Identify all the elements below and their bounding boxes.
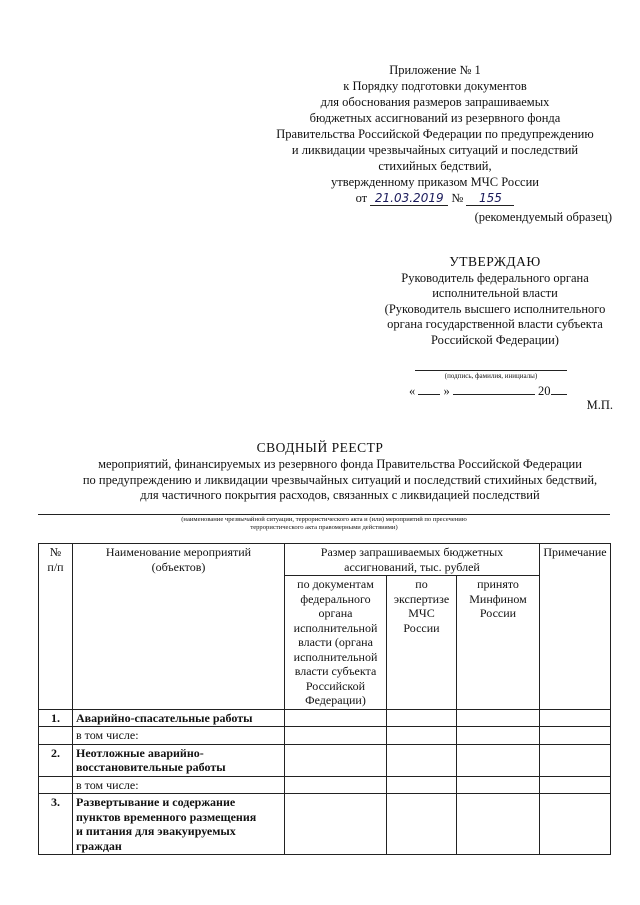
approval-date xyxy=(409,383,567,399)
header-by-mchs-line: экспертизе xyxy=(393,591,450,606)
row-name-line: Аварийно-спасательные работы xyxy=(76,710,253,725)
emergency-name-line xyxy=(38,514,610,515)
table-header-row xyxy=(39,544,611,576)
order-number-label: № xyxy=(451,191,464,205)
table-row xyxy=(39,744,611,776)
register-subtitle-line: мероприятий, финансируемых из резервного фонда Правительства Российской Федерации xyxy=(98,457,582,471)
row-name-line: пунктов временного размещения xyxy=(76,809,257,824)
header-by-mchs xyxy=(387,576,457,710)
appendix-line: и ликвидации чрезвычайных ситуаций и последствий xyxy=(291,143,579,157)
date-open-quote: « xyxy=(409,384,416,398)
header-size-line: Размер запрашиваемых бюджетных xyxy=(320,545,504,559)
sample-note: (рекомендуемый образец) xyxy=(474,210,612,224)
header-by-docs xyxy=(285,576,387,710)
header-size xyxy=(285,544,540,576)
row-name-line: в том числе: xyxy=(76,728,139,742)
header-by-docs-line: власти субъекта xyxy=(294,664,377,678)
cell-by-minfin xyxy=(457,727,540,745)
header-num-line: п/п xyxy=(47,559,64,574)
header-by-minfin-line: принято xyxy=(477,577,519,591)
cell-by-docs xyxy=(285,744,387,776)
year-prefix: 20 xyxy=(538,384,551,398)
row-name-line: в том числе: xyxy=(76,777,139,792)
cell-by-mchs xyxy=(387,776,457,794)
register-subtitle-line: для частичного покрытия расходов, связанных с ликвидацией последствий xyxy=(140,488,540,502)
appendix-line: к Порядку подготовки документов xyxy=(343,79,527,93)
month-blank xyxy=(453,383,535,395)
approval-line: исполнительной власти xyxy=(432,286,558,300)
row-name-line: Развертывание и содержание xyxy=(76,795,236,809)
row-name xyxy=(73,727,285,745)
cell-by-mchs xyxy=(387,727,457,745)
order-date-handwritten: 21.03.2019 xyxy=(370,192,448,206)
row-name-line: восстановительные работы xyxy=(76,760,226,774)
header-num-line: № xyxy=(49,545,62,559)
stamp-place-label: М.П. xyxy=(586,398,613,412)
register-subtitle-line: по предупреждению и ликвидации чрезвычайных ситуаций и последствий стихийных бедствий, xyxy=(82,472,598,487)
row-name-line: Неотложные аварийно- xyxy=(76,745,204,760)
emergency-name-caption xyxy=(38,516,610,532)
cell-by-minfin xyxy=(457,744,540,776)
table-row xyxy=(39,794,611,855)
cell-by-minfin xyxy=(457,794,540,855)
row-num: 3. xyxy=(39,794,73,855)
register-title: СВОДНЫЙ РЕЕСТР xyxy=(256,440,384,455)
header-by-mchs-line: России xyxy=(403,620,440,635)
cell-note xyxy=(540,709,611,727)
table-row xyxy=(39,709,611,727)
table-row xyxy=(39,776,611,794)
order-number-handwritten: 155 xyxy=(466,192,514,206)
row-num xyxy=(39,727,73,745)
cell-note xyxy=(540,776,611,794)
register-subtitle xyxy=(60,457,620,504)
cell-by-docs xyxy=(285,709,387,727)
header-by-docs-line: Федерации) xyxy=(305,693,366,707)
approval-line: (Руководитель высшего исполнительного xyxy=(384,301,606,316)
row-name xyxy=(73,794,285,855)
header-by-docs-line: органа xyxy=(318,606,353,620)
header-size-line: ассигнований, тыс. рублей xyxy=(344,559,480,574)
cell-by-mchs xyxy=(387,709,457,727)
approval-title: УТВЕРЖДАЮ xyxy=(449,254,541,269)
header-name-line: (объектов) xyxy=(151,559,206,574)
header-by-docs-line: Российской xyxy=(305,678,366,693)
header-by-mchs-line: МЧС xyxy=(408,606,435,620)
cell-note xyxy=(540,727,611,745)
appendix-line: утвержденному приказом МЧС России xyxy=(331,175,539,189)
row-num: 2. xyxy=(39,744,73,776)
cell-by-minfin xyxy=(457,776,540,794)
header-name-line: Наименование мероприятий xyxy=(105,545,252,559)
row-name-line: граждан xyxy=(76,838,122,853)
header-by-docs-line: исполнительной xyxy=(293,620,378,635)
row-name xyxy=(73,709,285,727)
cell-by-docs xyxy=(285,776,387,794)
table-row xyxy=(39,727,611,745)
approval-line: Руководитель федерального органа xyxy=(401,270,589,285)
header-by-docs-line: власти (органа xyxy=(298,635,373,649)
year-blank xyxy=(551,383,567,395)
appendix-line: бюджетных ассигнований из резервного фонда xyxy=(309,111,561,125)
header-by-docs-line: по документам xyxy=(297,577,374,591)
appendix-line: для обоснования размеров запрашиваемых xyxy=(320,95,550,109)
header-by-docs-line: федерального xyxy=(300,591,371,606)
emergency-caption-line: (наименование чрезвычайной ситуации, террористического акта и (или) мероприятий по пресечению xyxy=(181,516,467,523)
appendix-line: стихийных бедствий, xyxy=(378,159,492,173)
appendix-line: Правительства Российской Федерации по предупреждению xyxy=(276,127,594,141)
header-by-mchs-line: по xyxy=(415,577,428,591)
cell-by-mchs xyxy=(387,744,457,776)
cell-note xyxy=(540,794,611,855)
cell-note xyxy=(540,744,611,776)
order-reference xyxy=(250,190,620,206)
cell-by-mchs xyxy=(387,794,457,855)
cell-by-docs xyxy=(285,794,387,855)
header-by-minfin-line: России xyxy=(479,606,517,620)
row-num: 1. xyxy=(39,709,73,727)
cell-by-minfin xyxy=(457,709,540,727)
header-num xyxy=(39,544,73,710)
row-name-line: и питания для эвакуируемых xyxy=(76,824,236,838)
date-close-quote: » xyxy=(443,384,450,398)
emergency-caption-line: террористического акта правомерными действиями) xyxy=(250,524,398,531)
cell-by-docs xyxy=(285,727,387,745)
approval-line: органа государственной власти субъекта xyxy=(387,317,603,331)
header-name xyxy=(73,544,285,710)
order-from-label: от xyxy=(355,191,368,205)
header-by-minfin-line: Минфином xyxy=(469,591,527,606)
appendix-header xyxy=(250,62,620,206)
row-num xyxy=(39,776,73,794)
header-note: Примечание xyxy=(540,544,611,710)
approval-block xyxy=(355,254,635,348)
approval-line: Российской Федерации) xyxy=(431,332,559,347)
signature-line xyxy=(415,370,567,371)
row-name xyxy=(73,776,285,794)
day-blank xyxy=(418,383,440,395)
header-by-docs-line: исполнительной xyxy=(293,649,378,664)
appendix-line: Приложение № 1 xyxy=(389,63,481,77)
row-name xyxy=(73,744,285,776)
register-table xyxy=(38,543,611,855)
signature-caption: (подпись, фамилия, инициалы) xyxy=(444,372,538,380)
header-by-minfin xyxy=(457,576,540,710)
